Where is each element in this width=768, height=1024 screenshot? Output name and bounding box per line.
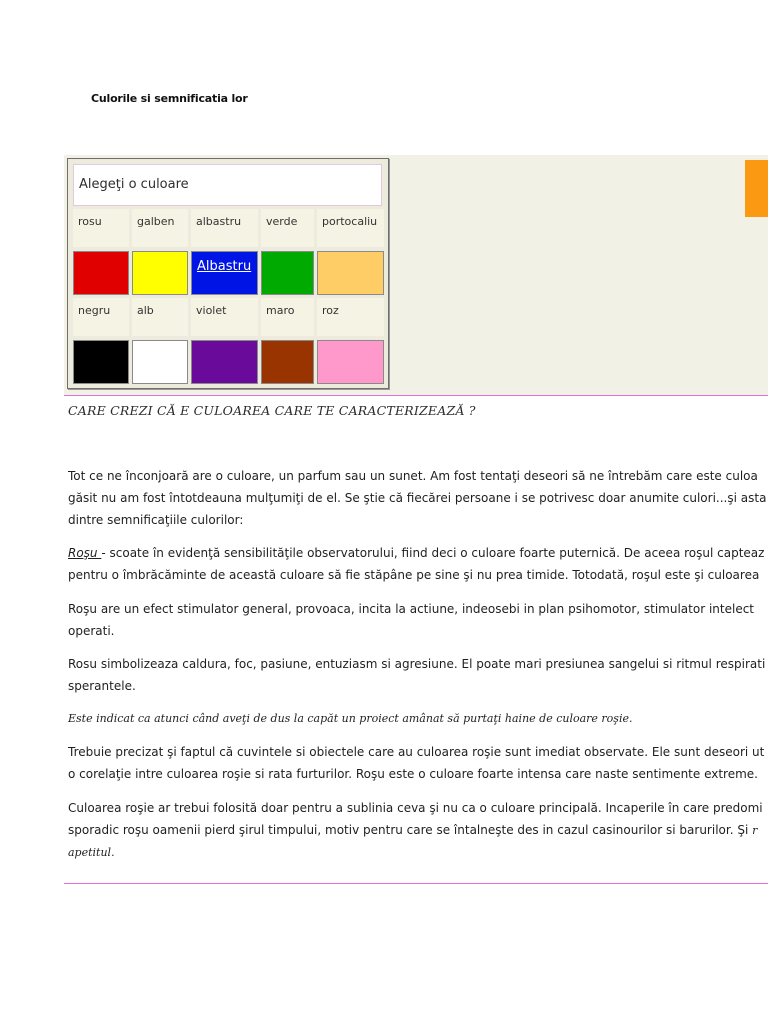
color-label-violet: violet — [191, 298, 258, 336]
paragraph-observation: Trebuie precizat şi faptul că cuvintele si obiectele care au culoarea roşie sunt imediat observate. Ele sunt deseori ut o corelaţie intre culoarea roşie si rata furturilor. Roşu este o culoare foarte intensa care naste sentimente extreme. — [68, 745, 765, 781]
top-divider — [64, 395, 768, 396]
paragraph-rosu-definition: Roşu - scoate în evidenţă sensibilităţile observatorului, fiind deci o culoare foarte puternică. De aceea roşul capteaz pentru o îmbrăcăminte de această culoare să fie stăpâne pe sine şi nu prea timide. Totodată, roşul este şi culoarea — [68, 546, 765, 582]
swatch-albastru[interactable] — [191, 251, 258, 295]
color-label-roz: roz — [317, 298, 384, 336]
orange-side-tab[interactable] — [745, 160, 768, 217]
color-label-galben: galben — [132, 209, 188, 247]
palette-header-text: Alegeţi o culoare — [79, 177, 189, 192]
swatch-negru[interactable] — [73, 340, 129, 384]
swatch-verde[interactable] — [261, 251, 314, 295]
color-palette-widget — [67, 158, 389, 389]
color-label-alb: alb — [132, 298, 188, 336]
paragraph-stimulator: Roşu are un efect stimulator general, provoaca, incita la actiune, indeosebi in plan psihomotor, stimulator intelect operati. — [68, 602, 755, 638]
swatch-maro[interactable] — [261, 340, 314, 384]
paragraph-intro: Tot ce ne înconjoară are o culoare, un parfum sau un sunet. Am fost tentaţi deseori să ne întrebăm care este culoa găsit nu am fost întotdeauna mulţumiţi de el. Se ştie că fiecărei persoane i se potrivesc doar anumite culori...şi asta dintre semnificaţiile culorilor: — [68, 469, 767, 527]
color-label-rosu: rosu — [73, 209, 129, 247]
palette-header — [73, 164, 382, 206]
albastru-link[interactable]: Albastru — [197, 259, 252, 274]
swatch-portocaliu[interactable] — [317, 251, 384, 295]
color-label-negru: negru — [73, 298, 129, 336]
paragraph-usage: Culoarea roşie ar trebui folosită doar pentru a sublinia ceva şi nu ca o culoare principală. Incaperile în care predomi sporadic roşu oamenii pierd şirul timpului, motiv pentru care se întalneşte des in cazul casinourilor si barurilor. Şi r apetitul. — [68, 801, 763, 859]
color-label-portocaliu: portocaliu — [317, 209, 384, 247]
paragraph-symbolism: Rosu simbolizeaza caldura, foc, pasiune, entuziasm si agresiune. El poate mari presiunea sangelui si ritmul respirati sperantele. — [68, 657, 766, 693]
color-label-maro: maro — [261, 298, 314, 336]
swatch-alb[interactable] — [132, 340, 188, 384]
swatch-violet[interactable] — [191, 340, 258, 384]
paragraph-project-tip: Este indicat ca atunci când aveţi de dus la capăt un proiect amânat să purtaţi haine de culoare roşie. — [68, 712, 633, 725]
bottom-divider — [64, 883, 768, 884]
swatch-roz[interactable] — [317, 340, 384, 384]
swatch-galben[interactable] — [132, 251, 188, 295]
term-rosu: Roşu — [68, 546, 102, 560]
swatch-rosu[interactable] — [73, 251, 129, 295]
color-label-verde: verde — [261, 209, 314, 247]
article-heading: CARE CREZI CĂ E CULOAREA CARE TE CARACTERIZEAZĂ ? — [68, 403, 476, 418]
document-title: Culorile si semnificatia lor — [91, 92, 248, 105]
color-label-albastru: albastru — [191, 209, 258, 247]
